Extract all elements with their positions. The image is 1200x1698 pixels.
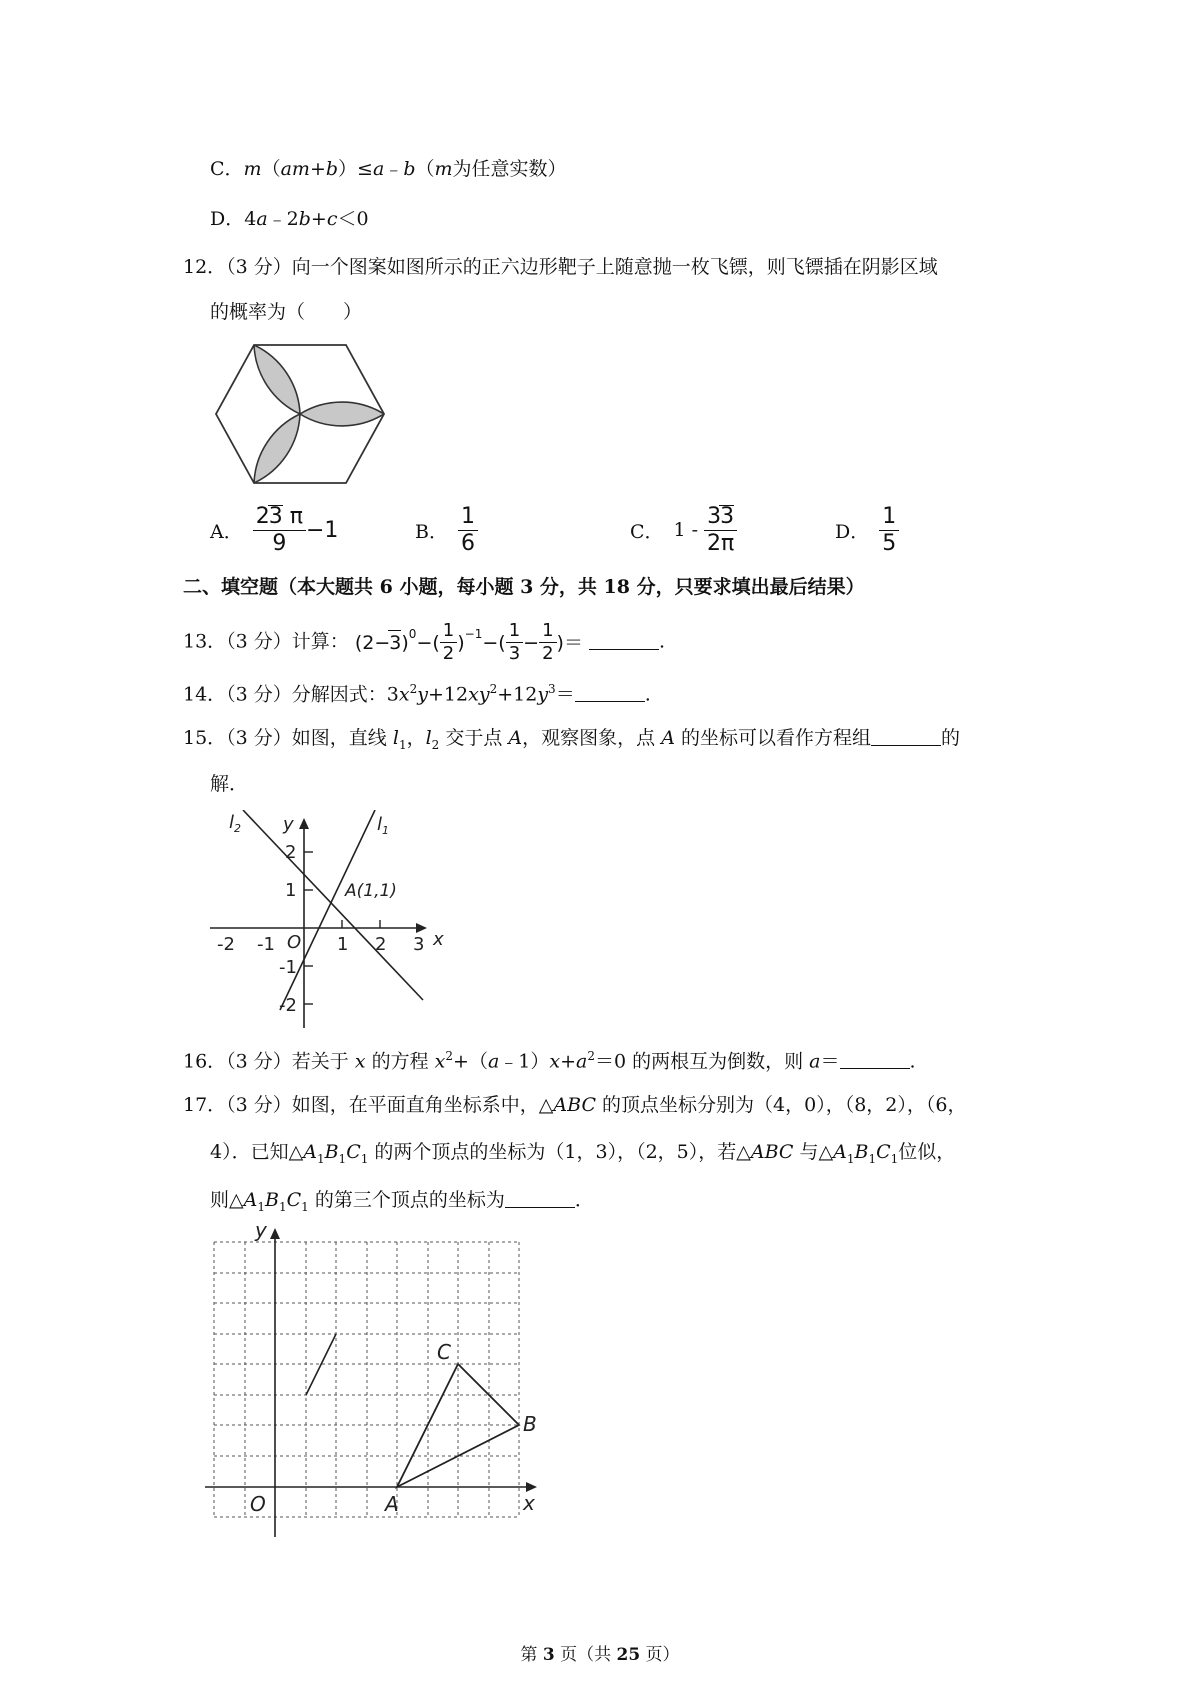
q15-answer-blank[interactable] <box>871 727 941 746</box>
x-tick-label: 2 <box>375 934 387 955</box>
q16-line: 16．（3 分）若关于 x 的方程 $x^2+(a﹣1)x+a^2=0$ 的两根互为倒数，则 a＝ . <box>183 1049 916 1073</box>
q17-line1: 17．（3 分）如图，在平面直角坐标系中，△ABC 的顶点坐标分别为（4，0），（8，2），（6， <box>183 1094 967 1116</box>
x-axis-arrow <box>416 923 427 933</box>
q12-option-b: B． $\frac{1}{6}$ <box>415 500 478 560</box>
line-l2 <box>243 810 423 1000</box>
q12-option-d: D． $\frac{1}{5}$ <box>835 500 899 560</box>
x-axis-label: x <box>523 1491 535 1515</box>
y-tick-label: -2 <box>279 995 297 1016</box>
y-axis-label: y <box>283 814 294 835</box>
page-number: 3 <box>542 1645 555 1665</box>
q12-stem-line2: 的概率为（ ） <box>210 301 363 323</box>
x-tick-label: -2 <box>217 934 235 955</box>
hexagon-target-figure <box>210 340 390 490</box>
vertex-b-label: B <box>523 1412 537 1436</box>
q12-option-c: C． 1 - $\frac{33}{2\pi}$ <box>630 500 737 560</box>
vertex-c-label: C <box>437 1340 451 1364</box>
q12-stem-line1: 12．（3 分）向一个图案如图所示的正六边形靶子上随意抛一枚飞镖，则飞镖插在阴影区域 <box>183 256 938 278</box>
q11-option-c: C．m（am+b）≤a﹣b（m为任意实数） <box>210 158 567 180</box>
y-axis-label: y <box>255 1225 267 1242</box>
q13-answer-blank[interactable] <box>589 631 659 650</box>
petal-right <box>300 402 384 426</box>
vertex-a-label: A <box>385 1492 399 1516</box>
y-tick-label: 1 <box>285 880 297 901</box>
l1-label: $l_1$ <box>377 814 390 837</box>
petal-lower <box>254 414 300 483</box>
page-footer: 第 3 页（共 25 页） <box>520 1645 680 1665</box>
x-tick-label: 1 <box>337 934 349 955</box>
section-title: 二、填空题（本大题共 6 小题，每小题 3 分，共 18 分，只要求填出最后结果） <box>183 576 865 598</box>
origin-label: O <box>287 932 302 953</box>
y-axis-arrow <box>270 1228 280 1239</box>
q15-line-graph <box>205 810 455 1030</box>
q13-line: 13．（3 分）计算： (2− 3 ) $^0$ −( $\frac{1}{2}$ ) $^{-1}$ −( $\frac{1}{3}$ − $\frac{1}{2}$ )＝ . <box>183 620 666 664</box>
q12-option-a: A． $\frac{23 \pi}{9}$ −1 <box>210 504 339 556</box>
y-tick-label: -1 <box>279 957 297 978</box>
q17-grid-graph <box>205 1225 545 1545</box>
line-l1 <box>280 810 375 1010</box>
q14-answer-blank[interactable] <box>575 683 645 702</box>
origin-label: O <box>250 1492 266 1516</box>
total-pages: 25 <box>616 1645 641 1665</box>
q11-option-d: D．4a﹣2b+c＜0 <box>210 208 369 230</box>
q17-line2: 4）．已知$\triangle A_1B_1C_1$ 的两个顶点的坐标为（1，3），（2，5），若△ABC 与$\triangle A_1B_1C_1$位似， <box>210 1141 956 1166</box>
y-axis-arrow <box>299 818 309 829</box>
q15-line1: 15．（3 分）如图，直线 $l_1$，$l_2$ 交于点 A，观察图象，点 A 的坐标可以看作方程组 的 <box>183 727 960 752</box>
q14-line: 14．（3 分）分解因式：$3x^2y+12xy^2+12y^3=$ . <box>183 682 651 706</box>
q16-answer-blank[interactable] <box>840 1050 910 1069</box>
q15-line2: 解． <box>210 773 249 795</box>
x-axis-label: x <box>433 929 444 950</box>
x-tick-label: -1 <box>257 934 275 955</box>
l2-label: $l_2$ <box>229 812 242 835</box>
x-tick-label: 3 <box>413 934 425 955</box>
q17-answer-blank[interactable] <box>505 1189 575 1208</box>
q17-line3: 则$\triangle A_1B_1C_1$ 的第三个顶点的坐标为 ． <box>210 1189 594 1214</box>
y-tick-label: 2 <box>285 842 297 863</box>
petal-upper <box>254 345 300 414</box>
point-a-label: A(1,1) <box>345 881 397 901</box>
